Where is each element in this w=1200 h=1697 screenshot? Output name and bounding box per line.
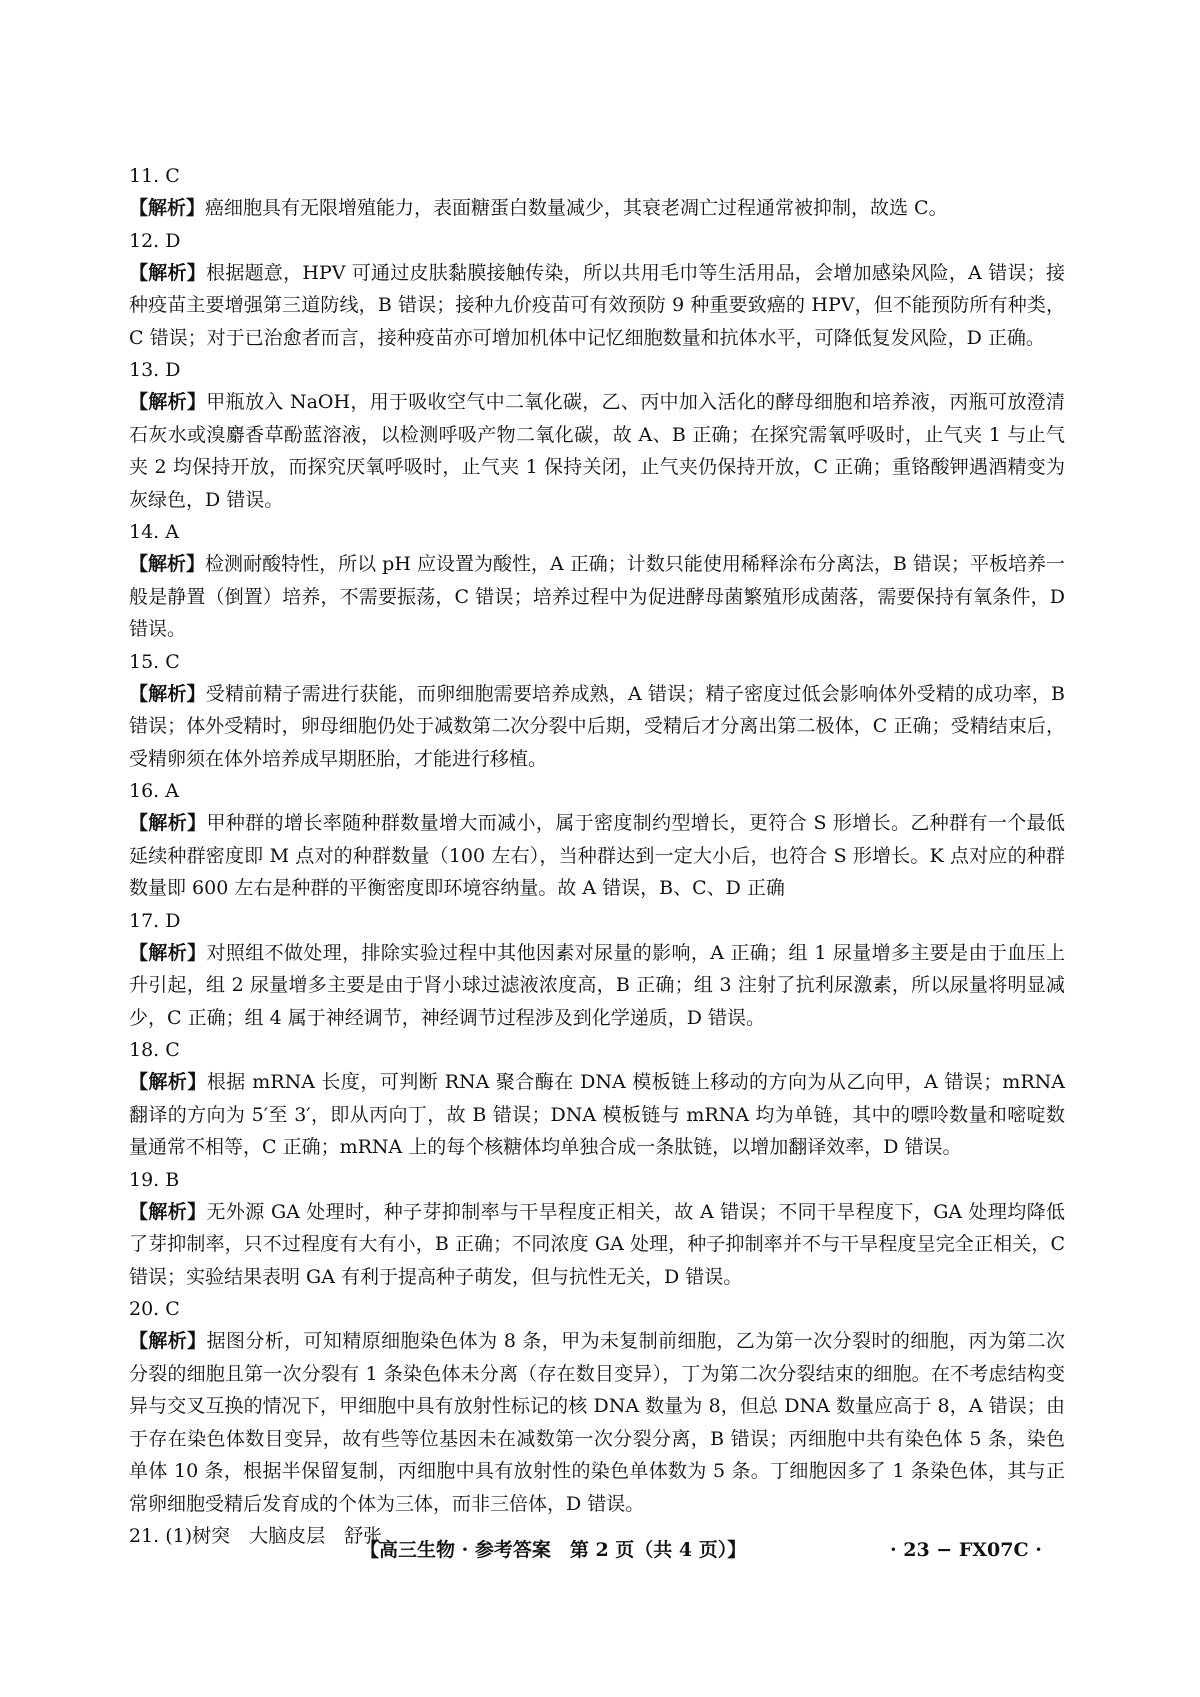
analysis-text: 甲种群的增长率随种群数量增大而减小，属于密度制约型增长，更符合 S 形增长。乙种群有一个最低延续种群密度即 M 点对的种群数量（100 左右），当种群达到一定大小后，也符合 S 形增长。K 点对应的种群数量即 600 左右是种群的平衡密度即环境容纳量。故 A 错误，B、C、D 正确 — [129, 812, 1065, 899]
question-19 — [129, 1164, 1065, 1294]
question-number: 19. B — [129, 1168, 180, 1191]
analysis-paragraph — [129, 192, 1065, 225]
question-15 — [129, 646, 1065, 776]
footer-title: 【高三生物 · 参考答案 第 2 页（共 4 页）】 — [360, 1539, 747, 1561]
analysis-tag: 【解析】 — [129, 1200, 207, 1223]
question-number: 14. A — [129, 521, 179, 543]
analysis-paragraph — [129, 937, 1065, 1035]
analysis-paragraph — [129, 1325, 1065, 1520]
analysis-text: 对照组不做处理，排除实验过程中其他因素对尿量的影响，A 正确；组 1 尿量增多主要是由于血压上升引起，组 2 尿量增多主要是由于肾小球过滤液浓度高，B 正确；组 3 注射了抗利尿激素，所以尿量将明显减少，C 正确；组 4 属于神经调节，神经调节过程涉及到化学递质，D 错误。 — [129, 941, 1065, 1029]
analysis-paragraph — [129, 678, 1065, 776]
question-number: 20. C — [129, 1298, 180, 1320]
analysis-tag: 【解析】 — [129, 553, 206, 575]
analysis-text: 无外源 GA 处理时，种子芽抑制率与干旱程度正相关，故 A 错误；不同干旱程度下，GA 处理均降低了芽抑制率，只不过程度有大有小，B 正确；不同浓度 GA 处理，种子抑制率并不与干旱程度呈完全正相关，C 错误；实验结果表明 GA 有利于提高种子萌发，但与抗性无关，D 错误。 — [129, 1200, 1065, 1288]
analysis-paragraph — [129, 1066, 1065, 1164]
analysis-tag: 【解析】 — [129, 1330, 207, 1352]
analysis-tag: 【解析】 — [129, 261, 207, 284]
question-13 — [129, 354, 1065, 516]
analysis-text: 癌细胞具有无限增殖能力，表面糖蛋白数量减少，其衰老凋亡过程通常被抑制，故选 C。 — [205, 197, 948, 219]
analysis-paragraph — [129, 548, 1065, 646]
analysis-tag: 【解析】 — [129, 682, 206, 705]
question-number: 17. D — [129, 909, 181, 932]
question-11 — [129, 160, 1065, 225]
question-number: 18. C — [129, 1039, 180, 1061]
analysis-text: 检测耐酸特性，所以 pH 应设置为酸性，A 正确；计数只能使用稀释涂布分离法，B 错误；平板培养一般是静置（倒置）培养，不需要振荡，C 错误；培养过程中为促进酵母菌繁殖形成菌落，需要保持有氧条件，D 错误。 — [129, 553, 1065, 640]
question-12 — [129, 225, 1065, 355]
analysis-paragraph — [129, 257, 1065, 355]
answer-key-body — [129, 160, 1065, 1552]
analysis-tag: 【解析】 — [129, 1071, 207, 1093]
question-21-answer: 21. (1)树突 大脑皮层 舒张 — [129, 1525, 383, 1547]
question-18 — [129, 1034, 1065, 1164]
analysis-paragraph — [129, 386, 1065, 516]
analysis-tag: 【解析】 — [129, 941, 207, 964]
analysis-text: 据图分析，可知精原细胞染色体为 8 条，甲为未复制前细胞，乙为第一次分裂时的细胞，丙为第二次分裂的细胞且第一次分裂有 1 条染色体未分离（存在数目变异），丁为第二次分裂结束的细胞。在不考虑结构变异与交叉互换的情况下，甲细胞中具有放射性标记的核 DNA 数量为 8，但总 DNA 数量应高于 8，A 错误；由于存在染色体数目变异，故有些等位基因未在减数第一次分裂分离，B 错误；丙细胞中共有染色体 5 条，染色单体 10 条，根据半保留复制，丙细胞中具有放射性的染色单体数为 5 条。丁细胞因多了 1 条染色体，其与正常卵细胞受精后发育成的个体为三体，而非三倍体，D 错误。 — [129, 1330, 1065, 1515]
analysis-tag: 【解析】 — [129, 197, 206, 219]
question-16 — [129, 775, 1065, 905]
question-20 — [129, 1293, 1065, 1520]
analysis-text: 受精前精子需进行获能，而卵细胞需要培养成熟，A 错误；精子密度过低会影响体外受精的成功率，B 错误；体外受精时，卵母细胞仍处于减数第二次分裂中后期，受精后才分离出第二极体，C 正确；受精结束后，受精卵须在体外培养成早期胚胎，才能进行移植。 — [129, 682, 1065, 770]
analysis-paragraph — [129, 1196, 1065, 1294]
analysis-text: 根据题意，HPV 可通过皮肤黏膜接触传染，所以共用毛巾等生活用品，会增加感染风险，A 错误；接种疫苗主要增强第三道防线，B 错误；接种九价疫苗可有效预防 9 种重要致癌的 HPV，但不能预防所有种类，C 错误；对于已治愈者而言，接种疫苗亦可增加机体中记忆细胞数量和抗体水平，可降低复发风险，D 正确。 — [129, 261, 1065, 349]
question-17 — [129, 905, 1065, 1035]
analysis-paragraph — [129, 807, 1065, 905]
analysis-text: 甲瓶放入 NaOH，用于吸收空气中二氧化碳，乙、丙中加入活化的酵母细胞和培养液，丙瓶可放澄清石灰水或溴麝香草酚蓝溶液，以检测呼吸产物二氧化碳，故 A、B 正确；在探究需氧呼吸时，止气夹 1 与止气夹 2 均保持开放，而探究厌氧呼吸时，止气夹 1 保持关闭，止气夹仍保持开放，C 正确；重铬酸钾遇酒精变为灰绿色，D 错误。 — [129, 391, 1065, 511]
analysis-tag: 【解析】 — [129, 812, 207, 834]
question-number: 15. C — [129, 650, 180, 673]
question-number: 13. D — [129, 359, 181, 381]
question-number: 12. D — [129, 229, 181, 252]
footer-code: · 23 − FX07C · — [890, 1539, 1042, 1561]
question-number: 16. A — [129, 780, 179, 802]
question-14 — [129, 516, 1065, 646]
question-number: 11. C — [129, 165, 180, 187]
analysis-text: 根据 mRNA 长度，可判断 RNA 聚合酶在 DNA 模板链上移动的方向为从乙向甲，A 错误；mRNA 翻译的方向为 5′至 3′，即从丙向丁，故 B 错误；DNA 模板链与 mRNA 均为单链，其中的嘌呤数量和嘧啶数量通常不相等，C 正确；mRNA 上的每个核糖体均单独合成一条肽链，以增加翻译效率，D 错误。 — [129, 1071, 1065, 1158]
analysis-tag: 【解析】 — [129, 391, 207, 413]
page-footer — [0, 1535, 1200, 1565]
